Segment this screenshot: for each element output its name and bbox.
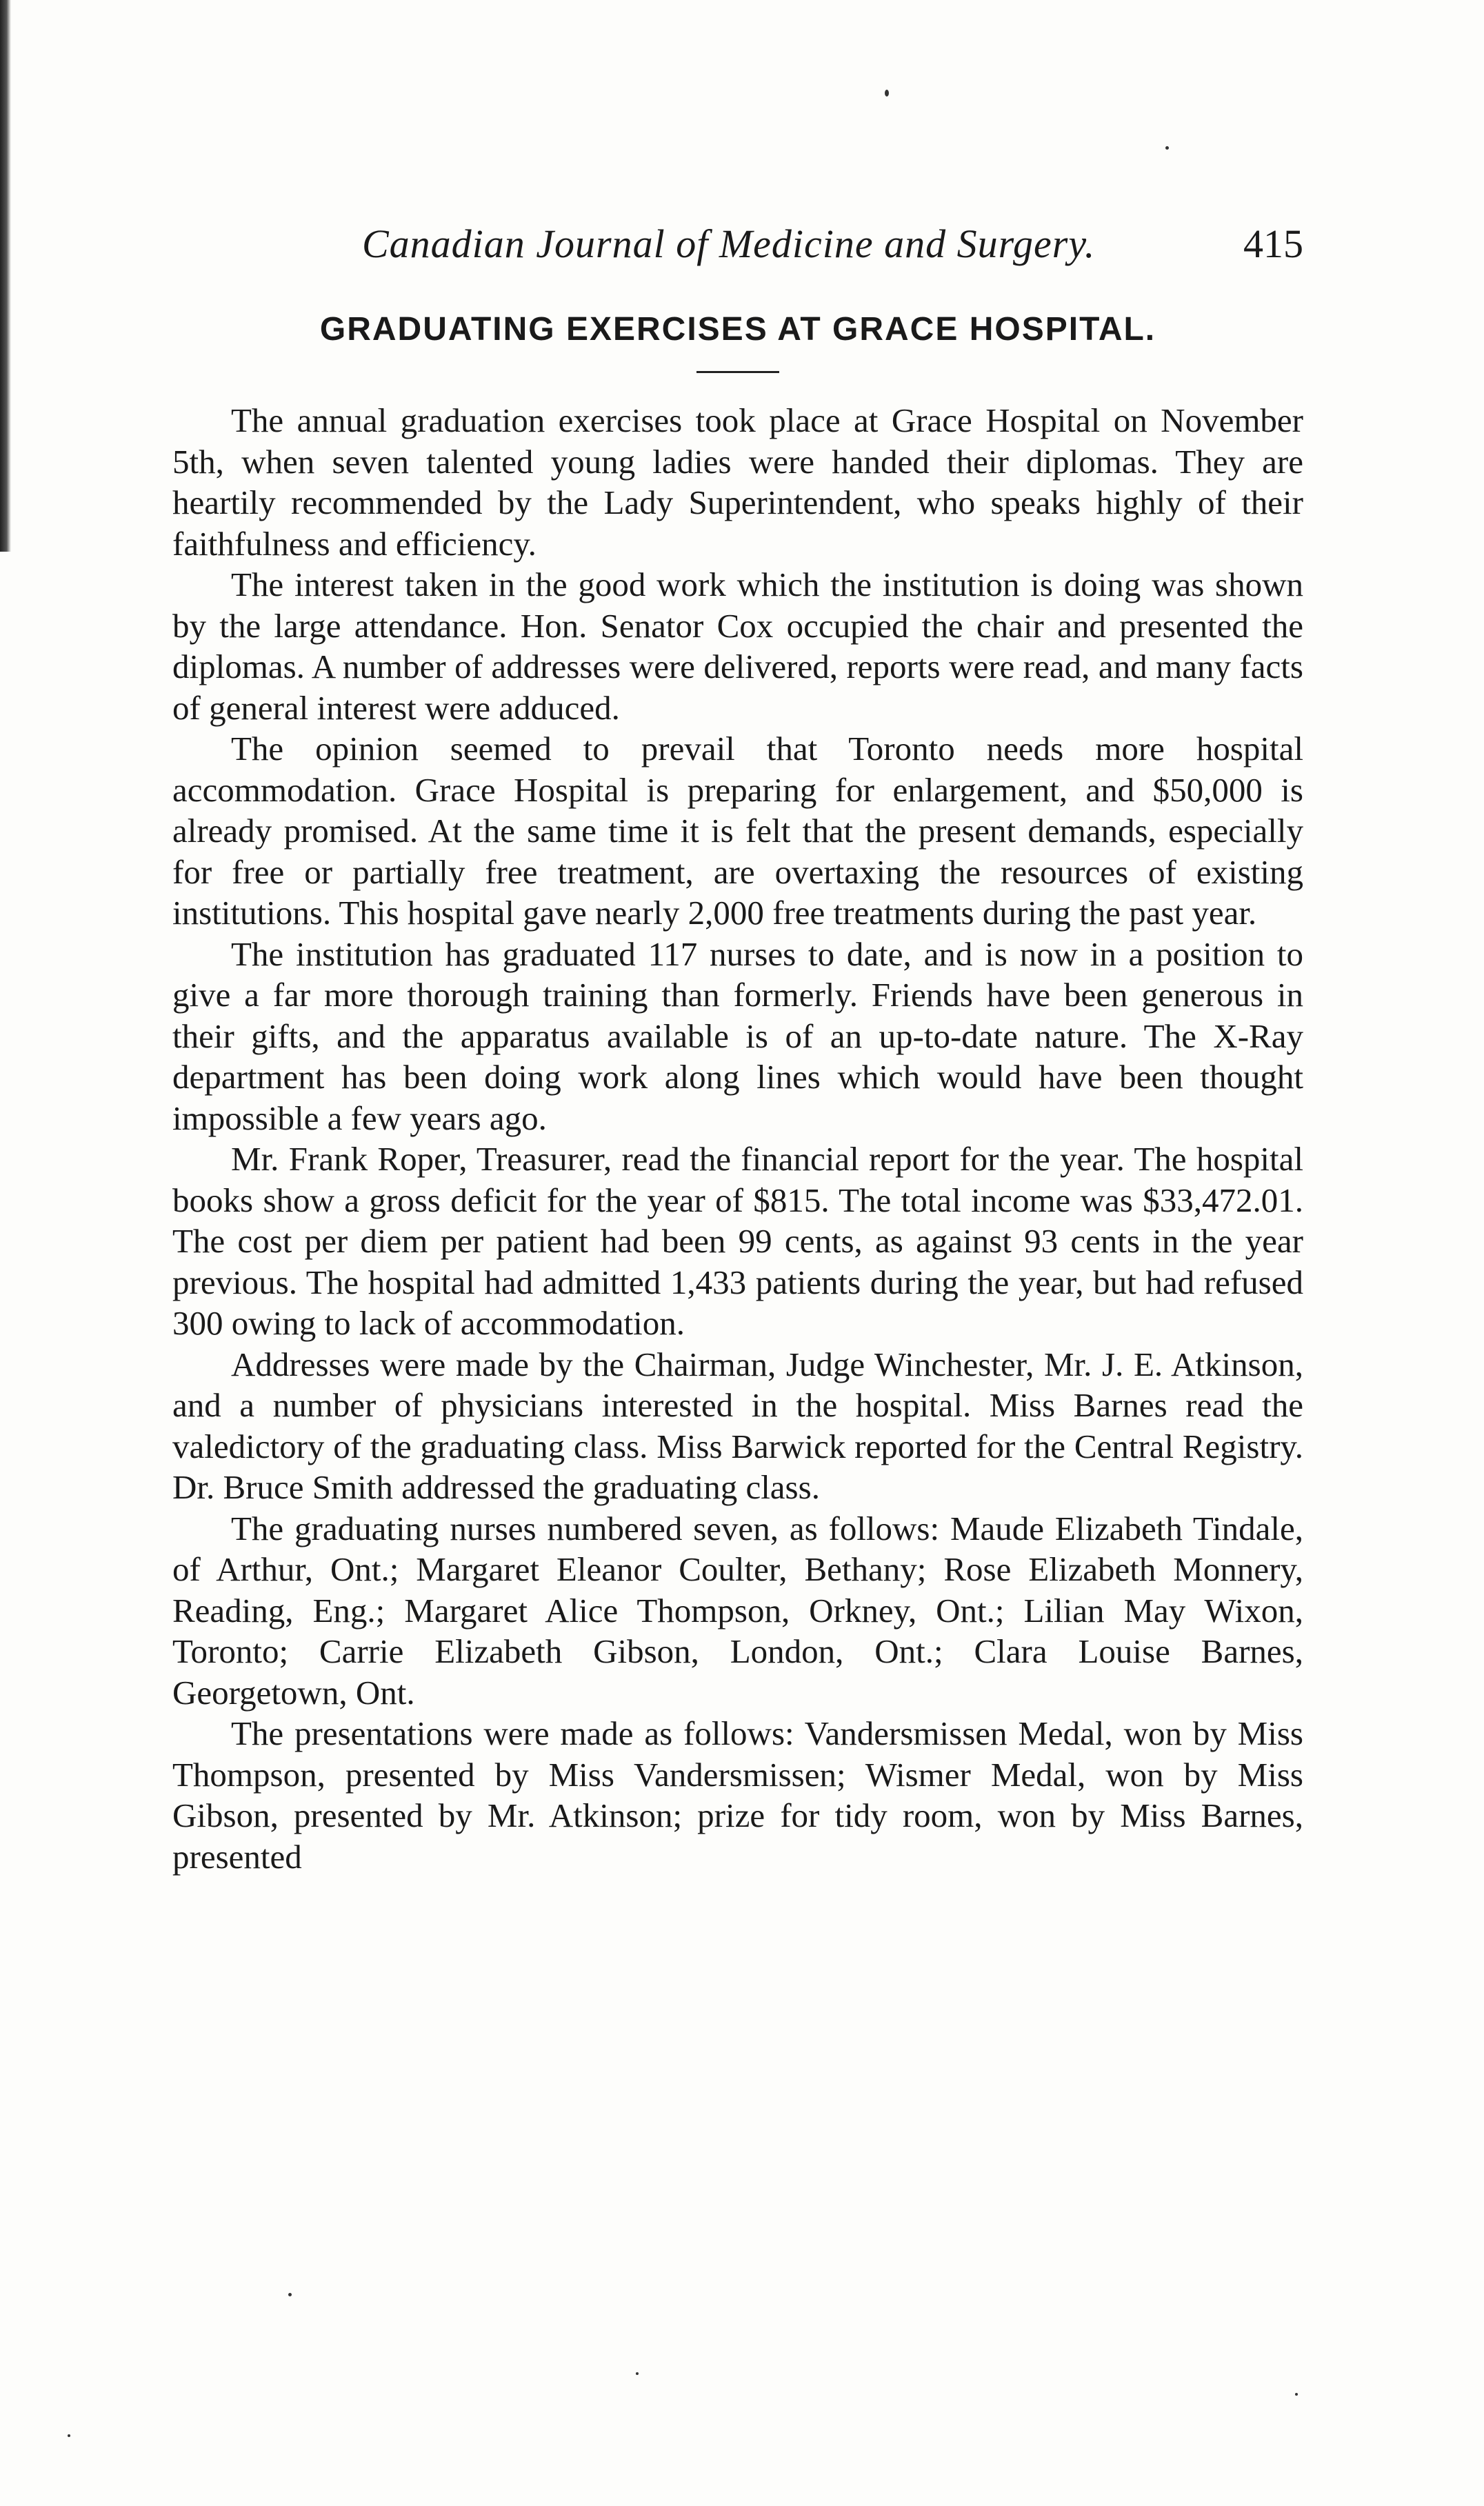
title-divider <box>696 371 779 373</box>
paragraph: The presentations were made as follows: Vandersmissen Medal, won by Miss Thompson, presented by Miss Vandersmissen; Wismer Medal, won by Miss Gibson, presented by Mr. Atkinson; prize for tidy room, won by Miss Barnes, presented <box>172 1714 1303 1876</box>
page-number: 415 <box>1243 221 1303 266</box>
scan-speck <box>288 2293 292 2296</box>
paragraph: The opinion seemed to prevail that Toronto needs more hospital accommodation. Grace Hospital is preparing for enlargement, and $50,000 is already promised. At the same time it is felt that the present demands, especially for free or partially free treatment, are overtaxing the resources of existing institutions. This hospital gave nearly 2,000 free treatments during the past year. <box>172 730 1303 932</box>
scan-speck <box>636 2372 639 2375</box>
scan-binding-edge <box>0 0 11 552</box>
scan-speck <box>885 90 889 97</box>
article-body <box>172 400 1303 1877</box>
article-title: GRADUATING EXERCISES AT GRACE HOSPITAL. <box>319 311 1156 348</box>
scan-speck <box>1295 2393 1298 2396</box>
scan-speck <box>1165 146 1169 150</box>
paragraph: Addresses were made by the Chairman, Judge Winchester, Mr. J. E. Atkinson, and a number of physicians interested in the hospital. Miss Barnes read the valedictory of the graduating class. Miss Barwick reported for the Central Registry. Dr. Bruce Smith addressed the graduating class. <box>172 1345 1303 1506</box>
running-head <box>172 221 1303 276</box>
paragraph: The graduating nurses numbered seven, as follows: Maude Elizabeth Tindale, of Arthur, Ont.; Margaret Eleanor Coulter, Bethany; Rose Elizabeth Monnery, Reading, Eng.; Margaret Alice Thompson, Orkney, Ont.; Lilian May Wixon, Toronto; Carrie Elizabeth Gibson, London, Ont.; Clara Louise Barnes, Georgetown, Ont. <box>172 1509 1303 1712</box>
paragraph: The interest taken in the good work which the institution is doing was shown by the large attendance. Hon. Senator Cox occupied the chair and presented the diplomas. A number of addresses were delivered, reports were read, and many facts of general interest were adduced. <box>172 565 1303 727</box>
journal-title: Canadian Journal of Medicine and Surgery. <box>362 221 1096 266</box>
paragraph: Mr. Frank Roper, Treasurer, read the financial report for the year. The hospital books show a gross deficit for the year of $815. The total income was $33,472.01. The cost per diem per patient had been 99 cents, as against 93 cents in the year previous. The hospital had admitted 1,433 patients during the year, but had refused 300 owing to lack of accommodation. <box>172 1140 1303 1342</box>
scan-speck <box>68 2434 70 2437</box>
paragraph: The institution has graduated 117 nurses to date, and is now in a position to give a far more thorough training than formerly. Friends have been generous in their gifts, and the apparatus available is of an up-to-date nature. The X-Ray department has been doing work along lines which would have been thought impossible a few years ago. <box>172 934 1303 1137</box>
paragraph: The annual graduation exercises took place at Grace Hospital on November 5th, when seven talented young ladies were handed their diplomas. They are heartily recommended by the Lady Superintendent, who speaks highly of their faithfulness and efficiency. <box>172 401 1303 563</box>
